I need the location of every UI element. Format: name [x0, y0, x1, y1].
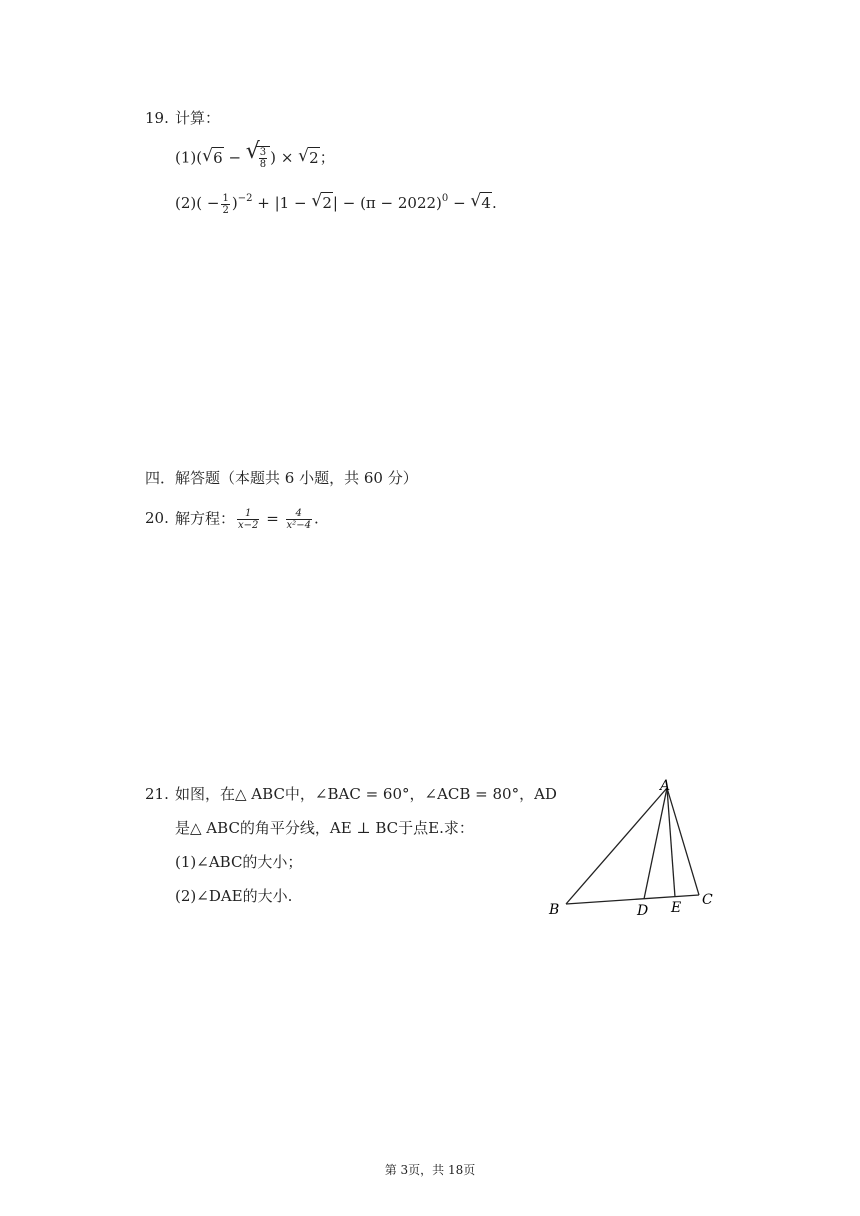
- sqrt-3-8: √ $\frac{3}{8}$: [246, 146, 270, 170]
- sqrt-2: √ 2: [298, 145, 319, 167]
- q21-line2: 是△ ABC的角平分线，AE ⊥ BC于点E.求：: [175, 819, 474, 837]
- label-a: A: [660, 778, 671, 794]
- segment-ae: [667, 788, 675, 897]
- q19-part1-end: ；: [319, 148, 335, 167]
- q19-part2-abs-close: |: [332, 194, 338, 212]
- q20-rhs-numerator: 4: [286, 508, 312, 520]
- q20-end: .: [313, 509, 319, 528]
- q19-part1: [175, 139, 335, 170]
- sqrt-6-radicand: 6: [213, 148, 223, 167]
- label-d: D: [637, 903, 649, 919]
- segment-ac: [667, 788, 699, 895]
- q19-title: 计算：: [175, 109, 221, 127]
- q19-part2: [175, 192, 497, 216]
- q20-title: 解方程：: [175, 509, 236, 528]
- q19-part2-minus1: −: [342, 194, 356, 212]
- q21-part1: (1)∠ABC的大小；: [175, 853, 303, 871]
- q20-number: 20.: [145, 509, 169, 527]
- sqrt-2-abs: √ 2: [311, 191, 332, 212]
- frac-3-8-denominator: 8: [259, 159, 267, 170]
- q20-lhs-numerator: 1: [237, 508, 259, 520]
- label-b: B: [549, 902, 560, 918]
- segment-ad: [644, 788, 667, 899]
- q19-part2-end: .: [491, 194, 497, 212]
- q19-part2-abs-open: |1 −: [274, 194, 307, 212]
- q19-part1-minus: −: [228, 148, 242, 167]
- sqrt-2-radicand: 2: [309, 148, 319, 167]
- label-e: E: [671, 900, 682, 916]
- sqrt-6: √ 6: [202, 145, 223, 167]
- q19-part2-exponent: −2: [237, 193, 253, 204]
- q20-lhs-denominator: x−2: [238, 520, 259, 531]
- q19-part2-pi-expr: (π − 2022): [360, 194, 442, 212]
- triangle-diagram: [540, 770, 730, 930]
- q19-part2-neg: −: [206, 194, 220, 212]
- q21-number: 21.: [145, 785, 169, 803]
- q19-part2-close: ): [231, 194, 238, 212]
- q20-rhs-denominator: x²−4: [286, 520, 311, 531]
- frac-3-8-numerator: 3: [259, 147, 267, 158]
- q19-part2-plus: +: [257, 194, 270, 212]
- q21-line1: 如图，在△ ABC中，∠BAC = 60°，∠ACB = 80°，AD: [175, 785, 557, 803]
- sqrt-2-abs-radicand: 2: [322, 194, 332, 212]
- q19-part2-label: (2): [175, 194, 197, 212]
- q19-part2-open: (: [196, 194, 203, 212]
- sqrt-4-radicand: 4: [481, 194, 491, 212]
- q20-equation: [175, 508, 319, 531]
- page-footer: 第 3页，共 18页: [384, 1163, 476, 1177]
- q19-part1-label: (1): [175, 148, 197, 167]
- segment-ab: [566, 788, 667, 904]
- q19-part1-times: ×: [280, 148, 294, 167]
- frac-1-2-denominator: 2: [222, 204, 229, 216]
- sqrt-4: √ 4: [470, 191, 491, 212]
- frac-1-2-numerator: 1: [222, 192, 229, 204]
- q19-number: 19.: [145, 109, 169, 127]
- q19-part1-open: (: [196, 148, 203, 167]
- label-c: C: [702, 892, 713, 908]
- q19-part2-exponent-zero: 0: [441, 193, 449, 204]
- q21-part2: (2)∠DAE的大小.: [175, 887, 293, 905]
- q19-part2-minus2: −: [453, 194, 466, 212]
- section-heading: 四．解答题（本题共 6 小题，共 60 分）: [145, 469, 418, 487]
- q19-part1-close: ): [270, 148, 277, 167]
- q20-equals: =: [266, 509, 279, 528]
